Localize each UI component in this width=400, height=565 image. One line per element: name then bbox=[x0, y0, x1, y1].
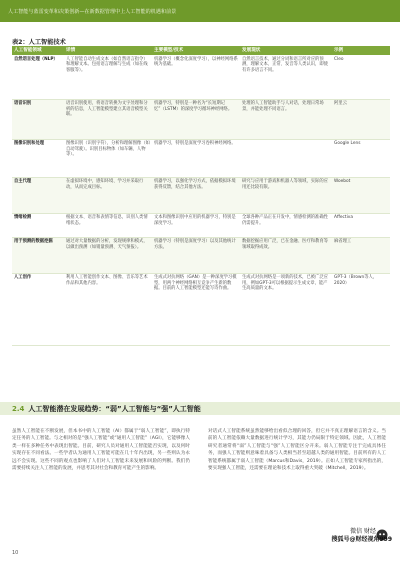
section-heading bbox=[12, 404, 201, 414]
table-row bbox=[12, 99, 390, 139]
cell-models: 机器学习，特别是一种名为“长短期记忆”（LSTM）的深度学习循环神经网络。 bbox=[152, 99, 240, 139]
cell-field: 人工创作 bbox=[12, 273, 64, 345]
watermark bbox=[296, 528, 392, 560]
column-header-models: 主要模型/技术 bbox=[152, 46, 240, 55]
page-number: 10 bbox=[12, 550, 19, 556]
cell-example: Affectiva bbox=[332, 213, 390, 237]
cell-field: 自主代理 bbox=[12, 177, 64, 213]
table-row bbox=[12, 177, 390, 213]
cell-example: 麻省理工 bbox=[332, 237, 390, 273]
cell-field: 用于预测的数据挖掘 bbox=[12, 237, 64, 273]
cell-example: Google Lens bbox=[332, 139, 390, 177]
cell-detail: 语音识别使用，将语音转换为文字处理和分析的信息，人工智能模型建立其语音模型关联。 bbox=[64, 99, 152, 139]
cell-example: Woebot bbox=[332, 177, 390, 213]
cell-status: 数据挖掘应用广泛，已在金融、医疗和教育等领域取得成效。 bbox=[240, 237, 332, 273]
table-row bbox=[12, 139, 390, 177]
table-caption: 表2：人工智能技术 bbox=[12, 39, 66, 46]
cell-models: 机器学习，特别是深度学习卷积神经网络。 bbox=[152, 139, 240, 177]
column-header-example: 示例 bbox=[332, 46, 390, 55]
table-row bbox=[12, 213, 390, 237]
cell-field: 情绪检测 bbox=[12, 213, 64, 237]
cell-models: 生成式对抗网络（GAN）是一种深度学习模型，用两个神经网络相互竞争产生新的数据。目前的人工智能模型还能写诗作曲。 bbox=[152, 273, 240, 345]
cell-detail: 图像识别（识别字符），分析和理解图像（如自动驾驶）。识别目标物体（如车辆、人物等）。 bbox=[64, 139, 152, 177]
cell-detail: 在虚拟环境中，感知环境、学习并采取行动，从而完成目标。 bbox=[64, 177, 152, 213]
cell-status: 研究与应用于游戏和机器人等领域，实际的应用还比较有限。 bbox=[240, 177, 332, 213]
cell-example: 阿里云 bbox=[332, 99, 390, 139]
table-row bbox=[12, 237, 390, 273]
watermark-line1: 微信 财经 bbox=[350, 528, 376, 535]
cell-field: 自然语言处理（NLP） bbox=[12, 55, 64, 99]
table-row bbox=[12, 273, 390, 345]
cell-example: GPT-3（Brown等人，2020） bbox=[332, 273, 390, 345]
cell-detail: 通过对大量数据的分析，发现规律和模式，以做出预测（如销量预测、天气预报）。 bbox=[64, 237, 152, 273]
body-column-right: 对话式人工智能系统虽然能够给出看似合理的回答，但它并不真正理解语言的含义。当前的人工智能依赖大量数据进行统计学习，其能力仍局限于特定领域。因此，人工智能研究者通常将“弱”人工智能与“强”人工智能区分开来。弱人工智能专注于完成具体任务，而强人工智能则意味着具备与人类相当甚至超越人类的通用智能。目前所有的人工智能系统都属于弱人工智能（Marcus和Davis，2019）。正如人工智能专家所指出的，要实现强人工智能，还需要在理论和技术上取得重大突破（Mitchell，2019）。 bbox=[208, 429, 386, 472]
column-header-field: 人工智能领域 bbox=[12, 46, 64, 55]
cell-field: 图像识别和处理 bbox=[12, 139, 64, 177]
cell-status: 自然语言技术，通过分词和语言所对应的预测，理解文本、正常、发音等人类认识，即使有许多语言不同。 bbox=[240, 55, 332, 99]
cell-detail: 人工智能自动生成文本（如自然语言指令）和理解文本。包括语言理解与生成（如在线客服等）。 bbox=[64, 55, 152, 99]
cell-status: 生成式对抗网络是一项新的技术，已被广泛应用，例如GPT-3可以根据提示生成文章，能产生高质量的文本。 bbox=[240, 273, 332, 345]
cell-detail: 根据文本、语音和表情等信息，识别人类情绪状态。 bbox=[64, 213, 152, 237]
ai-technologies-table bbox=[12, 46, 390, 346]
running-header: 人工智能与蓝雷变革和决策创新—在新数据管理中上人工智能的机遇和前景 bbox=[8, 9, 177, 15]
watermark-line2: 搜狐号@财经视角999 bbox=[331, 536, 392, 543]
table-header-row bbox=[12, 46, 390, 55]
table-row bbox=[12, 55, 390, 99]
column-header-detail: 详情 bbox=[64, 46, 152, 55]
body-column-left: 虽然人工智能在不断发展，但本书中的人工智能（AI）都属于“弱人工智能”，即执行特定任务的人工智能。与之相对的是“强人工智能”或“通用人工智能”（AGI），它能够像人类一样在多种任务中表现出智能。目前，研究人员对通用人工智能能否实现，以及何时实现存在不同看法。一些学者认为通用人工智能可能在几十年内出现，另一些则认为永远不会实现。这些不同的观点也影响了人们对人工智能未来发展和风险的判断。我们仍需要持续关注人工智能的发展，并思考其对社会和教育可能产生的影响。 bbox=[12, 429, 190, 472]
cell-models: 文本和图像识别中应用的机器学习，特别是深度学习。 bbox=[152, 213, 240, 237]
cell-field: 语音识别 bbox=[12, 99, 64, 139]
cell-models: 机器学习（概念化深度学习），以神经网络系统为基础。 bbox=[152, 55, 240, 99]
cell-models: 机器学习，以强化学习方式，依据模拟环境获得反馈，结合其他方法。 bbox=[152, 177, 240, 213]
section-title-text: 人工智能潜在发展趋势：“弱”人工智能与“强”人工智能 bbox=[28, 405, 201, 413]
cell-status: 处理的人工智能助手与人对话，处理日常场景，并能处理不同语言。 bbox=[240, 99, 332, 139]
cell-status: 全球各种产品正在开发中，情感检测的准确性仍需提升。 bbox=[240, 213, 332, 237]
cell-detail: 利用人工智能创作文本、图像、音乐等艺术作品和其他内容。 bbox=[64, 273, 152, 345]
column-header-status: 发展现状 bbox=[240, 46, 332, 55]
section-number: 2.4 bbox=[12, 405, 25, 413]
cell-status bbox=[240, 139, 332, 177]
cell-example: Cleo bbox=[332, 55, 390, 99]
cell-models: 机器学习（特别是深度学习）以及其他统计方法。 bbox=[152, 237, 240, 273]
